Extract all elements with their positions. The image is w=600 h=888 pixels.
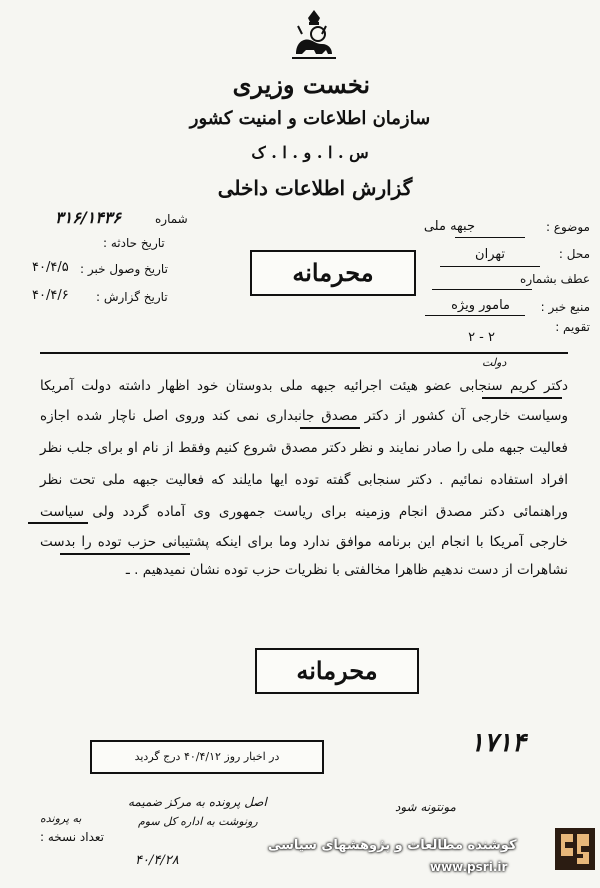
source-value: مامور ویژه	[451, 298, 510, 313]
body-line: افراد استفاده نمائیم . دکتر سنجابی گفته توده ایها مایلند که فعالیت جبهه ملی تحت نظر	[40, 472, 568, 488]
copy-count-label: تعداد نسخه :	[40, 830, 105, 844]
incident-date-label: تاریخ حادثه :	[103, 236, 165, 250]
place-value: تهران	[475, 247, 505, 262]
copy-destination: به پرونده	[40, 812, 82, 825]
body-line: دکتر کریم سنجابی عضو هیئت اجرائیه جبهه ملی بدوستان خود اظهار داشته دولت آمریکا	[40, 378, 568, 394]
confidential-stamp-top: محرمانه	[250, 250, 416, 296]
body-underline-3	[28, 522, 88, 524]
lion-and-sun-emblem-icon	[288, 8, 340, 64]
handwritten-note-above: دولت	[482, 356, 507, 369]
distribution-note: مونتونه شود	[395, 800, 456, 814]
received-date-value: ۴۰/۴/۵	[32, 260, 69, 275]
number-label: شماره	[155, 212, 188, 226]
watermark-logo-icon	[555, 828, 595, 870]
report-type: گزارش اطلاعات داخلی	[217, 176, 413, 200]
topic-label: موضوع :	[545, 220, 590, 234]
body-underline-4	[60, 553, 190, 555]
body-line: وسیاست خارجی آن کشور از دکتر مصدق جانبداری نمی کند وروی اصل ناچار شده اجازه	[40, 408, 568, 424]
body-underline-1	[482, 397, 562, 399]
handwritten-date: ۴۰/۴/۲۸	[135, 853, 179, 868]
organization-code: س . ا . و . ا . ک	[251, 143, 369, 162]
place-label: محل :	[558, 247, 590, 261]
confidential-stamp-middle: محرمانه	[255, 648, 419, 694]
source-label: منبع خبر :	[540, 300, 590, 314]
body-line: خارجی آمریکا با انجام این برنامه موافق ندارد وما برای اینکه پشتیبانی حزب توده را بدست	[40, 534, 568, 550]
ministry-title: نخست وزیری	[232, 70, 370, 99]
watermark-name: کوشنده مطالعات و پژوهشهای سیاسی	[268, 838, 517, 853]
body-underline-2	[300, 427, 360, 429]
body-separator-line	[40, 352, 568, 354]
follow-underline	[432, 289, 532, 290]
number-value: ۳۱۶/۱۴۳۶	[55, 208, 121, 227]
report-date-value: ۴۰/۴/۶	[32, 288, 69, 303]
body-line: فعالیت جبهه ملی را صادر نمایند و نظر دکتر مصدق شروع کنیم وفقط از نام او برای جلب نظر	[40, 440, 568, 456]
body-line: نشاهرات از دست ندهیم ظاهرا مخالفتی با نظریات حزب توده نشان نمیدهیم . ـ	[125, 562, 568, 578]
handwritten-note-2: رونوشت به اداره کل سوم	[138, 815, 258, 828]
eval-value: ۲ - ۲	[468, 330, 495, 345]
news-published-box: در اخبار روز ۴۰/۴/۱۲ درج گردید	[90, 740, 324, 774]
body-line: وراهنمائی دکتر مصدق انجام وزمینه برای ریاست جمهوری وی آماده گردد ولی سیاست	[40, 504, 568, 520]
received-date-label: تاریخ وصول خبر :	[80, 262, 168, 276]
topic-underline	[455, 237, 525, 238]
eval-label: تقویم :	[555, 320, 590, 334]
source-underline	[425, 315, 525, 316]
topic-value: جبهه ملی	[423, 219, 475, 234]
report-date-label: تاریخ گزارش :	[96, 290, 168, 304]
handwritten-note-1: اصل پرونده به مرکز ضمیمه	[128, 795, 267, 809]
watermark-url: www.psri.ir	[430, 860, 508, 874]
place-underline	[440, 266, 540, 267]
handwritten-number: ۱۷۱۴	[470, 728, 526, 758]
organization-name: سازمان اطلاعات و امنیت کشور	[189, 108, 431, 129]
follow-label: عطف بشماره	[520, 272, 590, 286]
